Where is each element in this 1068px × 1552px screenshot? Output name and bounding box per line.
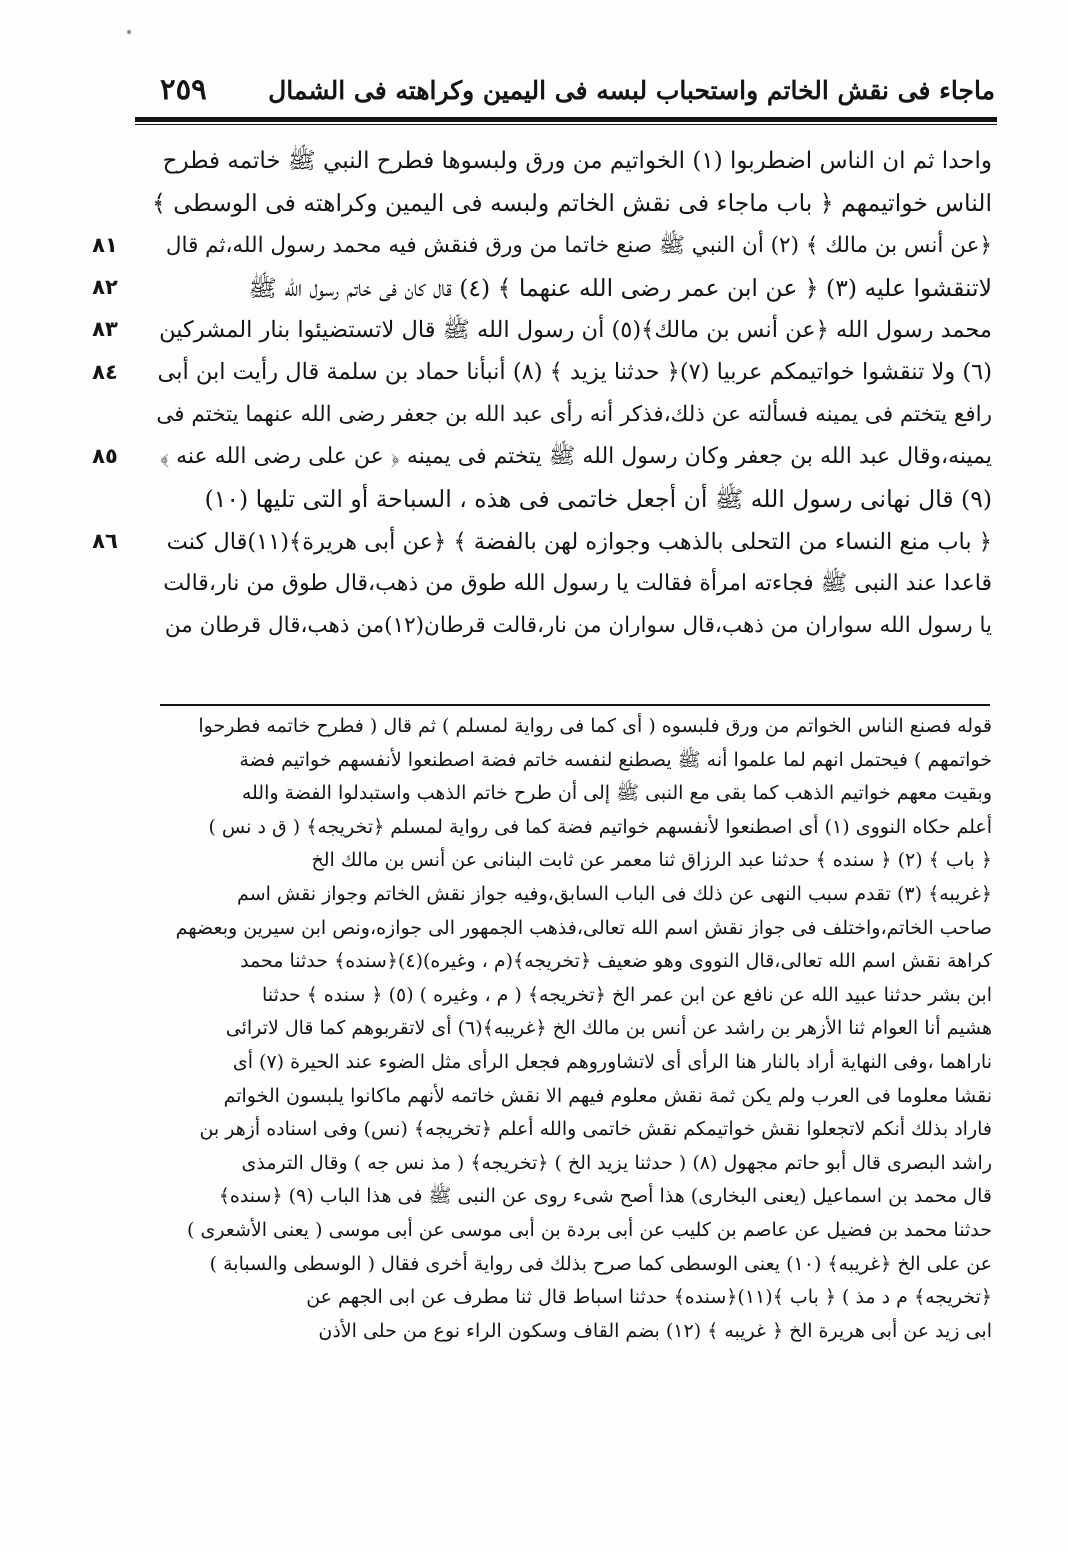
footnote-line: قوله فصنع الناس الخواتم من ورق فلبسوه ( أى كما فى رواية لمسلم ) ثم قال ( فطرح خاتمه فطرحوا	[198, 715, 992, 737]
main-text-line: محمد رسول الله ﴿عن أنس بن مالك﴾(٥) أن رسول الله ﷺ قال لاتستضيئوا بنار المشركين	[159, 317, 992, 344]
hadith-number: ٨٣	[92, 317, 118, 342]
main-text	[150, 140, 992, 648]
footnote-line: حدثنا محمد بن فضيل عن عاصم بن كليب عن أبى بردة بن أبى موسى عن أبى موسى ( يعنى الأشعرى )	[187, 1218, 992, 1241]
main-text-line: ﴿عن أنس بن مالك ﴾ (٢) أن النبي ﷺ صنع خاتما من ورق فنقش فيه محمد رسول الله،ثم قال	[165, 232, 992, 258]
main-text-line: قاعدا عند النبى ﷺ فجاءته امرأة فقالت يا رسول الله طوق من ذهب،قال طوق من نار،قالت	[163, 570, 992, 596]
footnote-line: ﴿غريبه﴾ (٣) تقدم سبب النهى عن ذلك فى الباب السابق،وفيه جواز نقش الخاتم وجواز نقش اسم	[237, 882, 992, 905]
main-text-line: واحدا ثم ان الناس اضطربوا (١) الخواتيم من ورق ولبسوها فطرح النبي ﷺ خاتمه فطرح	[162, 148, 992, 174]
footnote-line: أعلم حكاه النووى (١) أى اصطنعوا لأنفسهم خواتيم فضة كما فى رواية لمسلم ﴿تخريجه﴾ ( ق د نس )	[208, 815, 992, 838]
header-rule-thin	[135, 124, 997, 125]
footnote-line: فاراد بذلك أنكم لاتجعلوا نقش خواتيمكم نقش خاتمى والله أعلم ﴿تخريجه﴾ (نس) وفى اسناده أزهر بن	[199, 1118, 992, 1141]
footnote-line: خواتمهم ) فيحتمل انهم لما علموا أنه ﷺ يصطنع لنفسه خاتم فضة اصطنعوا لأنفسهم خواتيم فضة	[239, 748, 992, 771]
footnote-line: ابى زيد عن أبى هريرة الخ ﴿ غريبه ﴾ (١٢) بضم القاف وسكون الراء نوع من حلى الأذن	[318, 1319, 992, 1342]
footnote-line: ابن بشر حدثنا عبيد الله عن نافع عن ابن عمر الخ ﴿تخريجه﴾ ( م ، وغيره ) (٥) ﴿ سنده ﴾ حدثنا	[262, 983, 992, 1006]
main-text-line: يا رسول الله سواران من ذهب،قال سواران من نار،قالت قرطان(١٢)من ذهب،قال قرطان من	[164, 613, 992, 639]
footnote-line: عن على الخ ﴿غريبه﴾ (١٠) يعنى الوسطى كما صرح بذلك فى رواية أخرى فقال ( الوسطى والسبابة )	[209, 1252, 992, 1275]
main-text-line: ﴿ باب منع النساء من التحلى بالذهب وجوازه لهن بالفضة ﴾ ﴿عن أبى هريرة﴾(١١)قال كنت	[166, 528, 992, 555]
footnote-separator	[160, 704, 990, 706]
header-title: ماجاء فى نقش الخاتم واستحباب لبسه فى اليمين وكراهته فى الشمال	[268, 76, 995, 105]
main-text-line: لاتنقشوا عليه (٣) ﴿ عن ابن عمر رضى الله عنهما ﴾ (٤) قال كان فى خاتم رسول الله ﷺ	[248, 273, 992, 302]
footnote-line: صاحب الخاتم،واختلف فى جواز نقش اسم الله تعالى،فذهب الجمهور الى جوازه،ونص ابن سيرين وبعضهم	[175, 916, 992, 939]
print-speck	[127, 30, 131, 34]
footnote-line: هشيم أنا العوام ثنا الأزهر بن راشد عن أنس بن مالك الخ ﴿غريبه﴾(٦) أى لاتقربوهم كما قال لاترائى	[225, 1017, 992, 1040]
hadith-number: ٨٤	[92, 359, 118, 384]
main-text-line: (٩) قال نهانى رسول الله ﷺ أن أجعل خاتمى فى هذه ، السباحة أو التى تليها (١٠)	[204, 485, 992, 514]
footnote-line: نقشا معلوما فى العرب ولم يكن ثمة نقش معلوم فيهم الا نقش خاتمه لأنهم ماكانوا يلبسون الخواتم	[223, 1084, 992, 1107]
footnote-line: راشد البصرى قال أبو حاتم مجهول (٨) ( حدثنا يزيد الخ ) ﴿تخريجه﴾ ( مذ نس جه ) وقال الترمذى	[241, 1151, 992, 1174]
footnote-line: وبقيت معهم خواتيم الذهب كما بقى مع النبى ﷺ إلى أن طرح خاتم الذهب واستبدلوا الفضة والله	[241, 782, 992, 805]
header-rule-thick	[135, 117, 997, 122]
hadith-number: ٨٦	[92, 528, 118, 553]
footnotes	[150, 710, 992, 1348]
footnote-line: قال محمد بن اسماعيل (يعنى البخارى) هذا أصح شىء روى عن النبى ﷺ فى هذا الباب (٩) ﴿سنده﴾	[218, 1185, 992, 1208]
hadith-number: ٨٢	[92, 274, 118, 299]
footnote-line: ﴿ باب ﴾ (٢) ﴿ سنده ﴾ حدثنا عبد الرزاق ثنا معمر عن ثابت البنانى عن أنس بن مالك الخ	[311, 849, 992, 872]
hadith-number: ٨٥	[92, 444, 118, 469]
main-text-line: يمينه،وقال عبد الله بن جعفر وكان رسول الله ﷺ يتختم فى يمينه ﴿ عن على رضى الله عنه ﴾	[160, 444, 992, 470]
running-header	[135, 70, 995, 118]
footnote-line: كراهة نقش اسم الله تعالى،قال النووى وهو ضعيف ﴿تخريجه﴾(م ، وغيره)(٤)﴿سنده﴾ حدثنا محمد	[240, 950, 992, 973]
main-text-line: الناس خواتيمهم ﴿ باب ماجاء فى نقش الخاتم ولبسه فى اليمين وكراهته فى الوسطى ﴾	[152, 189, 992, 218]
main-text-line: رافع يتختم فى يمينه فسألته عن ذلك،فذكر أنه رأى عبد الله بن جعفر رضى الله عنهما يتختم فى	[156, 401, 992, 427]
main-text-line: (٦) ولا تنقشوا خواتيمكم عربيا (٧)﴿ حدثنا يزيد ﴾ (٨) أنبأنا حماد بن سلمة قال رأيت ابن أبى	[157, 359, 992, 386]
footnote-line: ناراهما ،وفى النهاية أراد بالنار هنا الرأى أى لاتشاوروهم فجعل الرأى مثل الضوء عند الحيرة (٧) أى	[232, 1050, 992, 1073]
page-number: ٢٥٩	[160, 72, 207, 106]
hadith-number: ٨١	[92, 232, 118, 257]
footnote-line: ﴿تخريجه﴾ م د مذ ) ﴿ باب ﴾(١١)﴿سنده﴾ حدثنا اسباط قال ثنا مطرف عن ابى الجهم عن	[306, 1286, 992, 1309]
